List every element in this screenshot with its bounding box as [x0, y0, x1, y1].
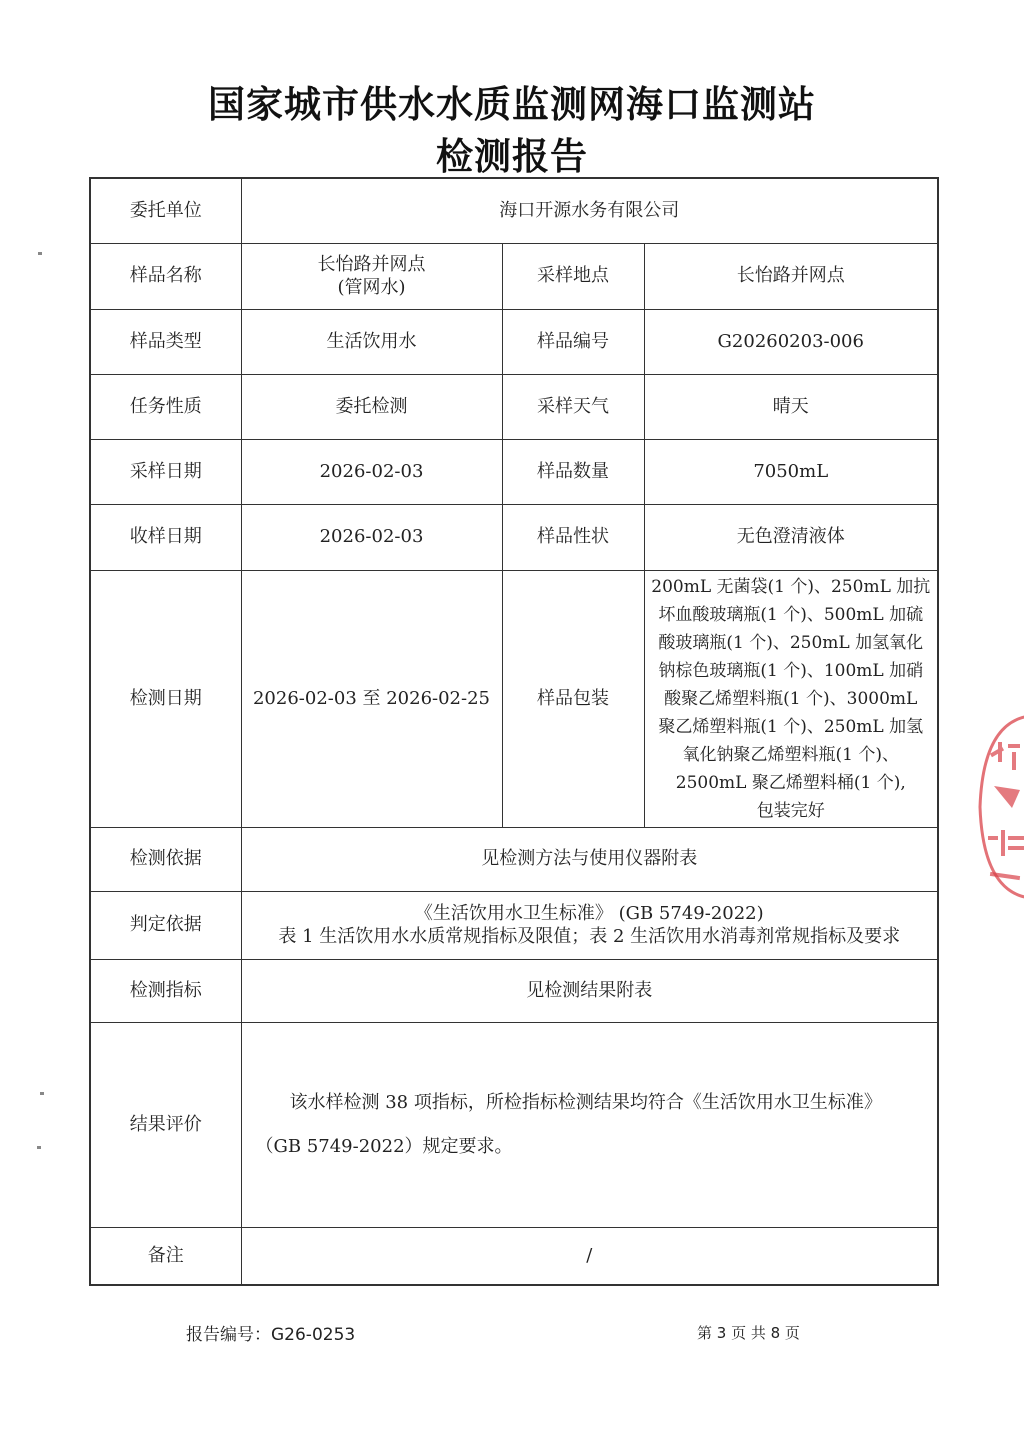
test-basis-label: 检测依据: [90, 827, 241, 891]
sample-name-line2: (管网水): [337, 277, 406, 298]
row-receipt-date: [90, 504, 938, 570]
report-number: 报告编号：G26-0253: [186, 1325, 356, 1345]
sample-qty-label: 样品数量: [502, 439, 644, 504]
sample-qty-value: 7050mL: [644, 439, 938, 504]
client-value: 海口开源水务有限公司: [241, 178, 938, 243]
row-test-items: [90, 959, 938, 1022]
row-judgement-basis: [90, 891, 938, 959]
weather-value: 晴天: [644, 374, 938, 439]
weather-label: 采样天气: [502, 374, 644, 439]
sample-name-label: 样品名称: [90, 243, 241, 309]
packaging-value: [644, 570, 938, 827]
sample-name-line1: 长怡路并网点: [317, 253, 426, 275]
sampling-site-label: 采样地点: [502, 243, 644, 309]
receipt-date-value: 2026-02-03: [241, 504, 502, 570]
packaging-line: 酸玻璃瓶(1 个)、250mL 加氢氧化: [658, 632, 924, 653]
remarks-label: 备注: [90, 1227, 241, 1285]
official-seal-stamp: [968, 712, 1024, 902]
test-date-label: 检测日期: [90, 570, 241, 827]
row-client: [90, 178, 938, 243]
page-number: 第 3 页 共 8 页: [697, 1324, 800, 1342]
packaging-label: 样品包装: [502, 570, 644, 827]
sampling-date-label: 采样日期: [90, 439, 241, 504]
sampling-site-value: 长怡路并网点: [644, 243, 938, 309]
report-table: [89, 177, 939, 1286]
seal-graphic: [968, 712, 1024, 902]
row-task-nature: [90, 374, 938, 439]
row-sample-type: [90, 309, 938, 374]
judgement-basis-value: [241, 891, 938, 959]
sample-no-value: G20260203-006: [644, 309, 938, 374]
packaging-line: 聚乙烯塑料瓶(1 个)、250mL 加氢: [658, 716, 924, 737]
sample-appearance-label: 样品性状: [502, 504, 644, 570]
evaluation-label: 结果评价: [90, 1022, 241, 1227]
evaluation-text-line1: 该水样检测 38 项指标，所检指标检测结果均符合《生活饮用水卫生标准》: [289, 1091, 882, 1113]
report-title-line2: 检测报告: [436, 135, 588, 178]
receipt-date-label: 收样日期: [90, 504, 241, 570]
packaging-line: 包装完好: [756, 800, 825, 821]
packaging-line: 200mL 无菌袋(1 个)、250mL 加抗: [651, 576, 931, 597]
evaluation-text-line2: （GB 5749-2022）规定要求。: [255, 1135, 513, 1157]
task-nature-value: 委托检测: [241, 374, 502, 439]
sample-type-label: 样品类型: [90, 309, 241, 374]
row-remarks: [90, 1227, 938, 1285]
scan-speck: [37, 1146, 41, 1149]
sample-appearance-value: 无色澄清液体: [644, 504, 938, 570]
test-items-value: 见检测结果附表: [241, 959, 938, 1022]
packaging-line: 钠棕色玻璃瓶(1 个)、100mL 加硝: [658, 660, 924, 681]
task-nature-label: 任务性质: [90, 374, 241, 439]
row-test-date: [90, 570, 938, 827]
sample-type-value: 生活饮用水: [241, 309, 502, 374]
judgement-basis-standard: 《生活饮用水卫生标准》 (GB 5749-2022): [414, 902, 764, 924]
test-date-value: 2026-02-03 至 2026-02-25: [241, 570, 502, 827]
test-basis-value: 见检测方法与使用仪器附表: [241, 827, 938, 891]
row-sample-name: [90, 243, 938, 309]
sampling-date-value: 2026-02-03: [241, 439, 502, 504]
test-items-label: 检测指标: [90, 959, 241, 1022]
packaging-line: 氧化钠聚乙烯塑料瓶(1 个)、: [682, 744, 899, 765]
judgement-basis-label: 判定依据: [90, 891, 241, 959]
client-label: 委托单位: [90, 178, 241, 243]
scan-speck: [40, 1092, 44, 1095]
row-evaluation: [90, 1022, 938, 1227]
sample-no-label: 样品编号: [502, 309, 644, 374]
sample-name-value: [241, 243, 502, 309]
report-title-line1: 国家城市供水水质监测网海口监测站: [208, 83, 816, 126]
scan-speck: [38, 252, 42, 255]
evaluation-value: [241, 1022, 938, 1227]
packaging-line: 2500mL 聚乙烯塑料桶(1 个),: [675, 772, 906, 793]
row-sampling-date: [90, 439, 938, 504]
remarks-value: /: [241, 1227, 938, 1285]
packaging-line: 酸聚乙烯塑料瓶(1 个)、3000mL: [664, 688, 918, 709]
packaging-line: 坏血酸玻璃瓶(1 个)、500mL 加硫: [658, 604, 924, 625]
row-test-basis: [90, 827, 938, 891]
judgement-basis-tables: 表 1 生活饮用水水质常规指标及限值；表 2 生活饮用水消毒剂常规指标及要求: [278, 926, 901, 947]
